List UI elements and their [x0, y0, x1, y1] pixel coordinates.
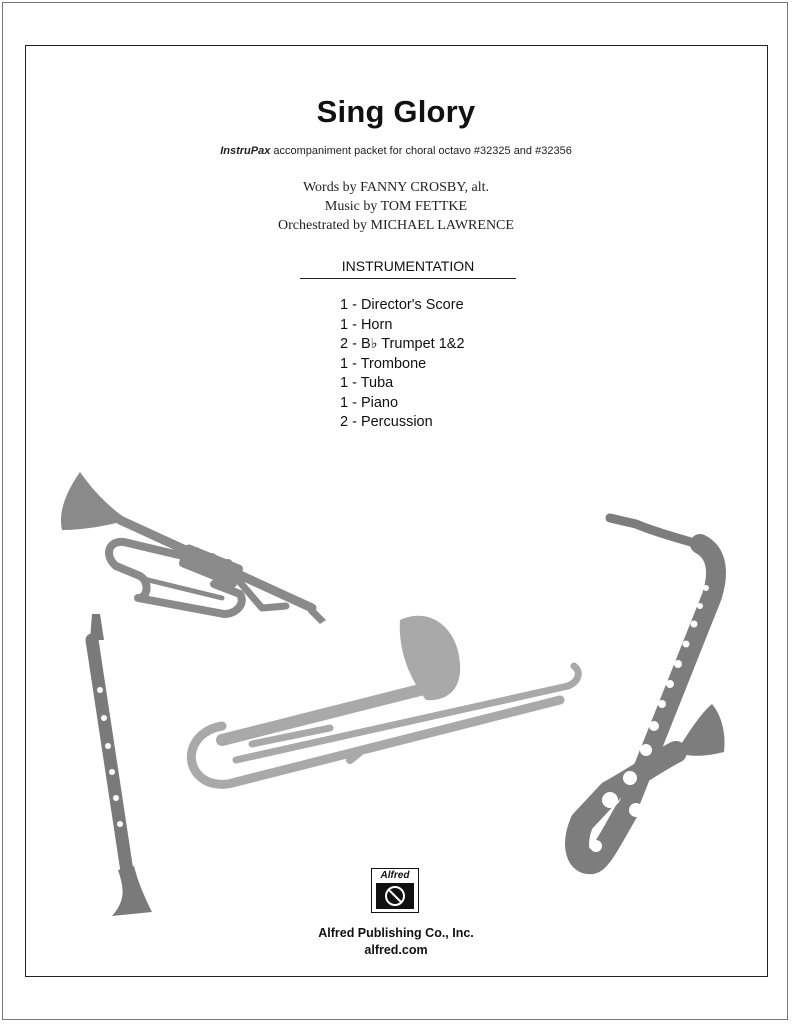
list-item: 1 - Director's Score: [340, 297, 464, 313]
packet-description-text: accompaniment packet for choral octavo #32325 and #32356: [270, 145, 572, 157]
saxophone-icon: [577, 518, 724, 862]
list-item: 2 - B♭ Trumpet 1&2: [340, 336, 465, 352]
alfred-emblem-icon: [376, 883, 414, 909]
orchestration-credit: Orchestrated by MICHAEL LAWRENCE: [278, 218, 514, 233]
publisher-website: alfred.com: [364, 943, 428, 957]
trumpet-icon: [61, 472, 326, 624]
publisher-name: Alfred Publishing Co., Inc.: [318, 926, 474, 940]
song-title: Sing Glory: [316, 94, 476, 129]
words-credit: Words by FANNY CROSBY, alt.: [302, 180, 490, 195]
logo-text: Alfred: [380, 870, 410, 881]
list-item: 1 - Tuba: [340, 375, 394, 391]
list-item: 1 - Piano: [340, 394, 399, 411]
instrumentation-heading: INSTRUMENTATION: [300, 258, 516, 279]
clarinet-icon: [90, 614, 152, 916]
list-item: 2 - Percussion: [340, 414, 433, 430]
list-item: 1 - Trombone: [340, 355, 427, 372]
music-credit: Music by TOM FETTKE: [324, 199, 468, 214]
publisher-info: [0, 925, 792, 959]
instrupax-brand: InstruPax: [220, 145, 271, 157]
trombone-icon: [191, 616, 578, 785]
list-item: 1 - Horn: [340, 316, 393, 333]
alfred-logo: [371, 868, 419, 913]
